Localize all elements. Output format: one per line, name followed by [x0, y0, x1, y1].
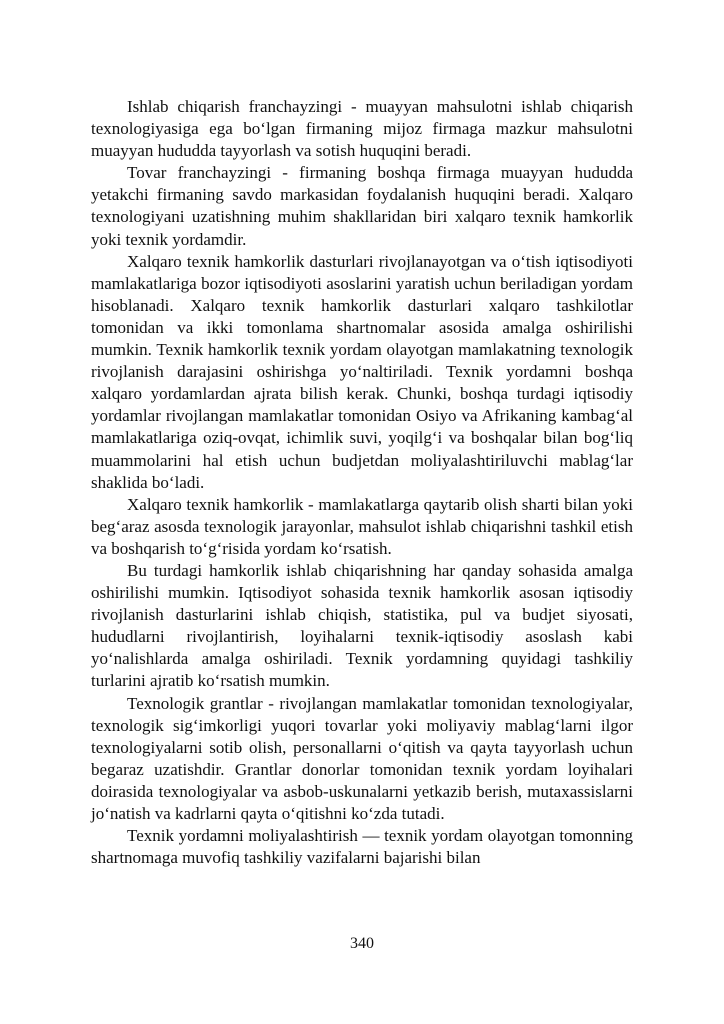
paragraph-product-franchising: Tovar franchayzingi - firmaning boshqa firmaga muayyan hududda yetakchi firmaning savdo markasidan foydalanish huquqini beradi. Xalqaro texnologiyani uzatishning muhim shakllaridan biri xalqaro texnik hamkorlik yoki texnik yordamdir.: [91, 163, 633, 249]
paragraph-technological-grants: Texnologik grantlar - rivojlangan mamlakatlar tomonidan texnologiyalar, texnologik sig‘imkorligi yuqori tovarlar yoki moliyaviy mablag‘larni ilgor texnologiyalarni sotib olish, personallarni o‘qitish va qayta tayyorlash uchun begaraz uzatishdir. Grantlar donorlar tomonidan texnik yordam loyihalari doirasida texnologiyalar va asbob-uskunalarni yetkazib berish, mutaxassislarni jo‘natish va kadrlarni qayta o‘qitishni ko‘zda tutadi.: [91, 693, 633, 823]
paragraph-technical-cooperation-definition: Xalqaro texnik hamkorlik - mamlakatlarga qaytarib olish sharti bilan yoki beg‘araz asosda texnologik jarayonlar, mahsulot ishlab chiqarishni tashkil etish va boshqarish to‘g‘risida yordam ko‘rsatish.: [91, 494, 633, 558]
paragraph-cooperation-areas: Bu turdagi hamkorlik ishlab chiqarishning har qanday sohasida amalga oshirilishi mumkin. Iqtisodiyot sohasida texnik hamkorlik asosan iqtisodiy rivojlanish dasturlarini ishlab chiqish, statistika, pul va budjet siyosati, hududlarni rivojlantirish, loyihalarni texnik-iqtisodiy asoslash kabi yo‘nalishlarda amalga oshiriladi. Texnik yordamning quyidagi tashkiliy turlarini ajratib ko‘rsatish mumkin.: [91, 560, 633, 691]
document-body: [91, 96, 633, 869]
paragraph-technical-cooperation-programs: Xalqaro texnik hamkorlik dasturlari rivojlanayotgan va o‘tish iqtisodiyoti mamlakatlariga bozor iqtisodiyoti asoslarini yaratish uchun beriladigan yordam hisoblanadi. Xalqaro texnik hamkorlik dasturlari xalqaro tashkilotlar tomonidan va ikki tomonlama shartnomalar asosida amalga oshirilishi mumkin. Texnik hamkorlik texnik yordam olayotgan mamlakatning texnologik rivojlanish darajasini oshirishga yo‘naltiriladi. Texnik yordamni boshqa xalqaro yordamlardan ajrata bilish kerak. Chunki, boshqa turdagi iqtisodiy yordamlar rivojlangan mamlakatlar tomonidan Osiyo va Afrikaning kambag‘al mamlakatlariga oziq-ovqat, ichimlik suvi, yoqilg‘i va boshqalar bilan bog‘liq muammolarini hal etish uchun budjetdan moliyalashtiriluvchi mablag‘lar shaklida bo‘ladi.: [91, 251, 633, 492]
page-number: 340: [350, 935, 374, 952]
paragraph-production-franchising: Ishlab chiqarish franchayzingi - muayyan mahsulotni ishlab chiqarish texnologiyasiga ega bo‘lgan firmaning mijoz firmaga mazkur mahsulotni muayyan hududda tayyorlash va sotish huquqini beradi.: [91, 97, 633, 161]
paragraph-technical-assistance-financing: Texnik yordamni moliyalashtirish — texnik yordam olayotgan tomonning shartnomaga muvofiq tashkiliy vazifalarni bajarishi bilan: [91, 826, 633, 868]
